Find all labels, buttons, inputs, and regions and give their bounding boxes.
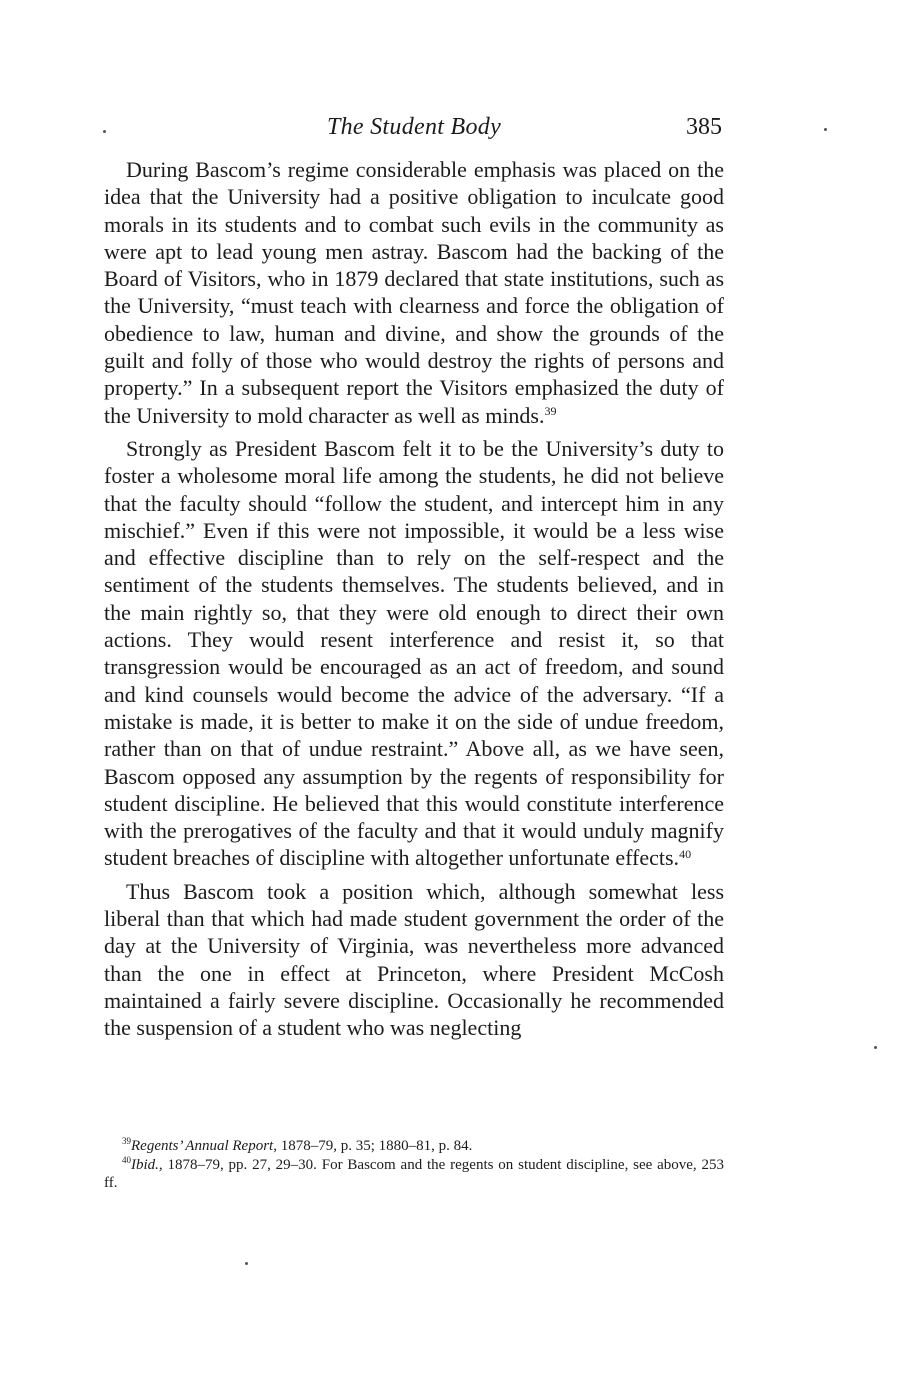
footnote-reference: 40 xyxy=(679,847,692,862)
footnote-mark: 39 xyxy=(122,1136,131,1146)
footnotes xyxy=(104,1137,724,1193)
body-text xyxy=(104,156,724,1048)
scan-speck xyxy=(245,1262,248,1265)
paragraph-text: During Bascom’s regime considerable emphasis was placed on the idea that the University had a positive obligation to inculcate good morals in its students and to combat such evils in the community as were apt to lead young men astray. Bascom had the backing of the Board of Visitors, who in 1879 declared that state institutions, such as the University, “must teach with clearness and force the obligation of obedience to law, human and divine, and show the grounds of the guilt and folly of those who would destroy the rights of persons and property.” In a subsequent report the Visitors emphasized the duty of the University to mold character as well as minds. xyxy=(104,157,724,428)
scan-speck xyxy=(874,1046,877,1049)
paragraph xyxy=(104,878,724,1042)
page-number: 385 xyxy=(686,114,722,140)
footnote xyxy=(104,1137,724,1156)
footnote xyxy=(104,1156,724,1193)
paragraph xyxy=(104,435,724,872)
footnote-source-title: Ibid., xyxy=(131,1156,163,1173)
footnote-mark: 40 xyxy=(122,1154,131,1165)
scan-speck xyxy=(103,130,106,133)
running-title: The Student Body xyxy=(326,114,502,140)
paragraph-text: Strongly as President Bascom felt it to be the University’s duty to foster a wholesome moral life among the students, he did not believe that the faculty should “follow the student, and intercept him in any mischief.” Even if this were not impossible, it would be a less wise and effective discipline than to rely on the self-respect and the sentiment of the students themselves. The students believed, and in the main rightly so, that they were old enough to direct their own actions. They would resent interference and resist it, so that transgression would be encouraged as an act of freedom, and sound and kind counsels would become the advice of the adversary. “If a mistake is made, it is better to make it on the side of undue freedom, rather than on that of undue restraint.” Above all, as we have seen, Bascom opposed any assumption by the regents of responsibility for student discipline. He believed that this would constitute interference with the prerogatives of the faculty and that it would unduly magnify student breaches of discipline with altogether unfortunate effects. xyxy=(104,435,724,871)
scan-speck xyxy=(824,128,827,131)
running-header xyxy=(104,114,724,146)
paragraph xyxy=(104,156,724,429)
footnote-text: 1878–79, p. 35; 1880–81, p. 84. xyxy=(276,1138,473,1154)
paragraph-text: Thus Bascom took a position which, although somewhat less liberal than that which had made student government the order of the day at the University of Virginia, was nevertheless more advanced than the one in effect at Princeton, where President McCosh maintained a fairly severe discipline. Occasionally he recommended the suspension of a student who was neglecting xyxy=(104,878,724,1041)
footnote-reference: 39 xyxy=(544,404,557,419)
footnote-text: 1878–79, pp. 27, 29–30. For Bascom and the regents on student discipline, see above, 253 ff. xyxy=(104,1156,724,1191)
footnote-source-title: Regents’ Annual Report, xyxy=(131,1138,277,1154)
